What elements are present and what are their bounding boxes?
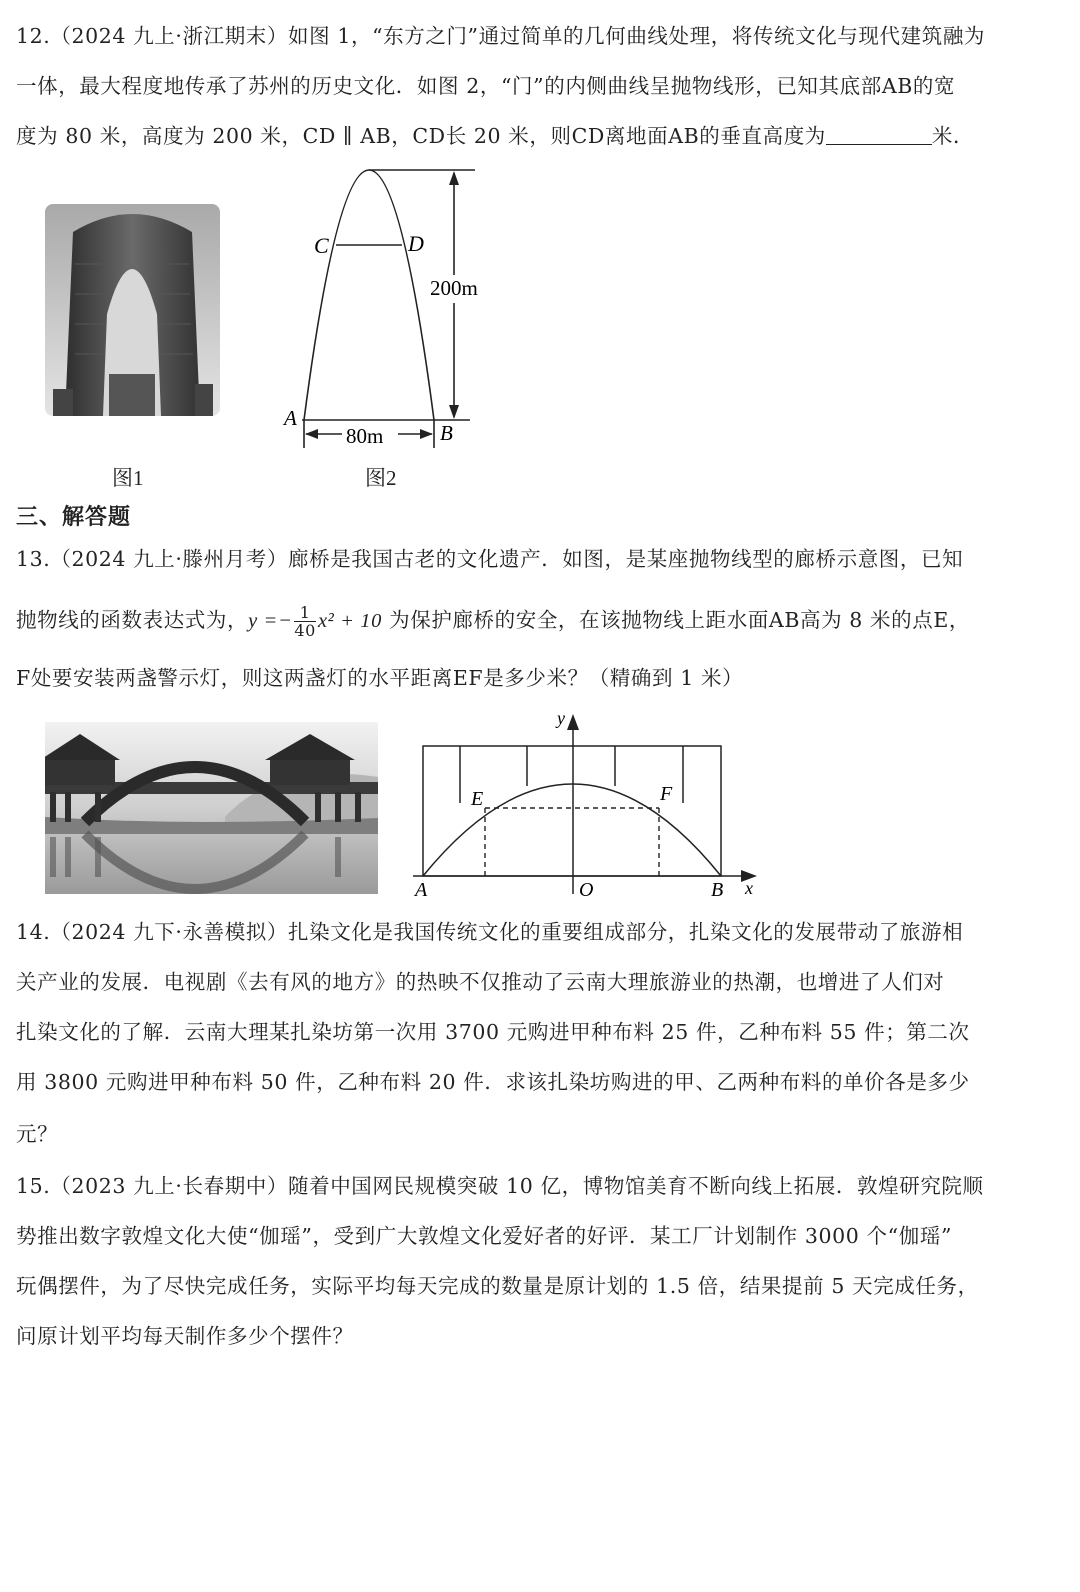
q13-line-1: 13.（2024 九上·滕州月考）廊桥是我国古老的文化遗产．如图，是某座抛物线型的廊桥示意图，已知 [16,547,964,571]
label-c: C [314,233,329,258]
fraction-denominator: 40 [294,621,316,640]
bridge-photo [45,722,378,894]
q14-line-4: 用 3800 元购进甲种布料 50 件，乙种布料 20 件．求该扎染坊购进的甲、乙两种布料的单价各是多少 [16,1070,970,1094]
q12-line-3 [16,122,974,150]
q12-line-2: 一体，最大程度地传承了苏州的历史文化．如图 2，“门”的内侧曲线呈抛物线形，已知其底部AB的宽 [16,74,956,98]
q13-line-2-lead: 抛物线的函数表达式为， [16,608,249,632]
label-d: D [408,231,424,256]
label-f: F [660,783,673,805]
q13-line-2-tail: 为保护廊桥的安全，在该抛物线上距水面AB高为 8 米的点E， [382,608,971,632]
q14-line-3: 扎染文化的了解．云南大理某扎染坊第一次用 3700 元购进甲种布料 25 件，乙种布料 55 件；第二次 [16,1020,970,1044]
q15-line-1: 15.（2023 九上·长春期中）随着中国网民规模突破 10 亿，博物馆美育不断向线上拓展．敦煌研究院顺 [16,1174,984,1198]
height-label: 200m [430,276,478,300]
parabola-curve [304,170,434,420]
q15-line-3: 玩偶摆件，为了尽快完成任务，实际平均每天完成的数量是原计划的 1.5 倍，结果提前 5 天完成任务， [16,1274,979,1298]
figure-2-parabola-diagram [280,165,490,455]
figure-1-caption: 图1 [112,466,144,490]
q13-line-3: F处要安装两盏警示灯，则这两盏灯的水平距离EF是多少米？（精确到 1 米） [16,666,744,690]
q14-line-1: 14.（2024 九下·永善模拟）扎染文化是我国传统文化的重要组成部分，扎染文化的发展带动了旅游相 [16,920,964,944]
figure-1-gate-photo [45,204,220,416]
equation-prefix: y =− [248,610,293,632]
q15-line-2: 势推出数字敦煌文化大使“伽瑶”，受到广大敦煌文化爱好者的好评．某工厂计划制作 3000 个“伽瑶” [16,1224,953,1248]
q13-line-2 [16,604,970,639]
section-title: 三、解答题 [16,505,132,530]
label-e: E [471,788,484,810]
equation-suffix: x² + 10 [317,610,382,632]
label-a: A [284,406,297,430]
bridge-parabola [423,784,721,876]
equation-fraction [294,604,316,639]
label-a: A [415,879,428,900]
q14-line-2: 关产业的发展．电视剧《去有风的地方》的热映不仅推动了云南大理旅游业的热潮，也增进了人们对 [16,970,945,994]
q15-line-4: 问原计划平均每天制作多少个摆件？ [16,1324,354,1348]
axis-label-y: y [557,708,565,728]
bridge-frame [423,746,721,876]
bridge-diagram [405,708,765,900]
width-label: 80m [346,424,384,448]
label-o: O [579,879,594,900]
q12-line-1: 12.（2024 九上·浙江期末）如图 1，“东方之门”通过简单的几何曲线处理，将传统文化与现代建筑融为 [16,24,986,48]
figure-2-caption: 图2 [365,466,397,490]
axis-label-x: x [745,878,753,898]
q12-line-3-unit: 米． [931,124,975,148]
answer-blank[interactable] [826,124,932,145]
q12-line-3-text: 度为 80 米，高度为 200 米，CD ∥ AB，CD长 20 米，则CD离地面AB的垂直高度为 [16,124,826,148]
q14-line-5: 元？ [16,1122,59,1146]
fraction-numerator: 1 [294,604,316,622]
label-b: B [440,421,453,445]
label-b: B [711,879,724,900]
